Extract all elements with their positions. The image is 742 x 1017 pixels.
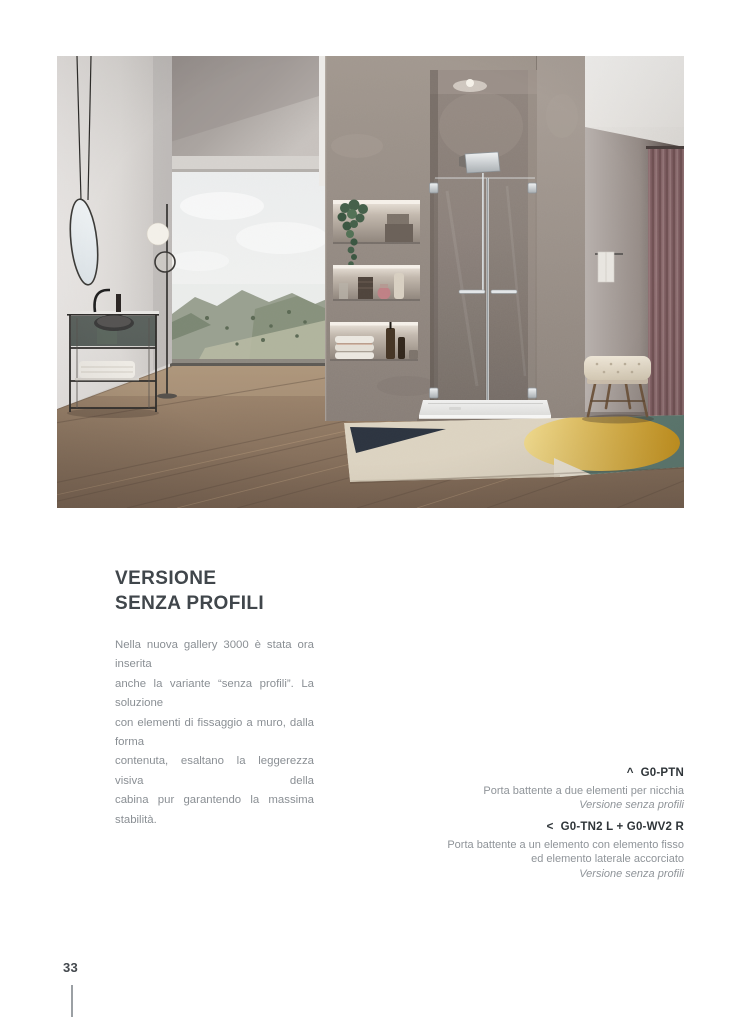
intro-line: Nella nuova gallery 3000 è stata ora inserita bbox=[115, 639, 314, 671]
product-code-line bbox=[447, 820, 684, 835]
page-number: 33 bbox=[63, 960, 79, 975]
section-title-line2: SENZA PROFILI bbox=[115, 593, 265, 614]
bathroom-scene bbox=[57, 56, 684, 508]
intro-line: anche la variante “senza profili”. La soluzione bbox=[115, 677, 314, 710]
product-version-note: Versione senza profili bbox=[579, 799, 684, 811]
page-number-tick bbox=[71, 985, 73, 1017]
product-code: G0-TN2 L + G0-WV2 R bbox=[560, 821, 684, 833]
section-title-line1: VERSIONE bbox=[115, 568, 217, 589]
section-title bbox=[115, 566, 264, 616]
arrow-left-marker: < bbox=[546, 821, 554, 833]
product-description: ed elemento laterale accorciato bbox=[531, 853, 684, 865]
product-caption-2 bbox=[447, 820, 684, 881]
product-version-note: Versione senza profili bbox=[579, 867, 684, 880]
intro-line: cabina pur garantendo la massima stabilità. bbox=[115, 794, 314, 826]
product-description: Porta battente a due elementi per nicchia bbox=[483, 784, 684, 797]
intro-paragraph bbox=[115, 636, 314, 830]
arrow-up-marker: ^ bbox=[626, 767, 634, 779]
product-description: Porta battente a un elemento con elemento fisso bbox=[447, 838, 684, 851]
product-code: G0-PTN bbox=[640, 767, 684, 779]
intro-line: con elementi di fissaggio a muro, dalla forma bbox=[115, 716, 314, 749]
product-caption-1 bbox=[483, 766, 684, 813]
intro-line: contenuta, esaltano la leggerezza visiva della bbox=[115, 755, 314, 787]
hero-photo bbox=[57, 56, 684, 508]
product-code-line bbox=[483, 766, 684, 781]
